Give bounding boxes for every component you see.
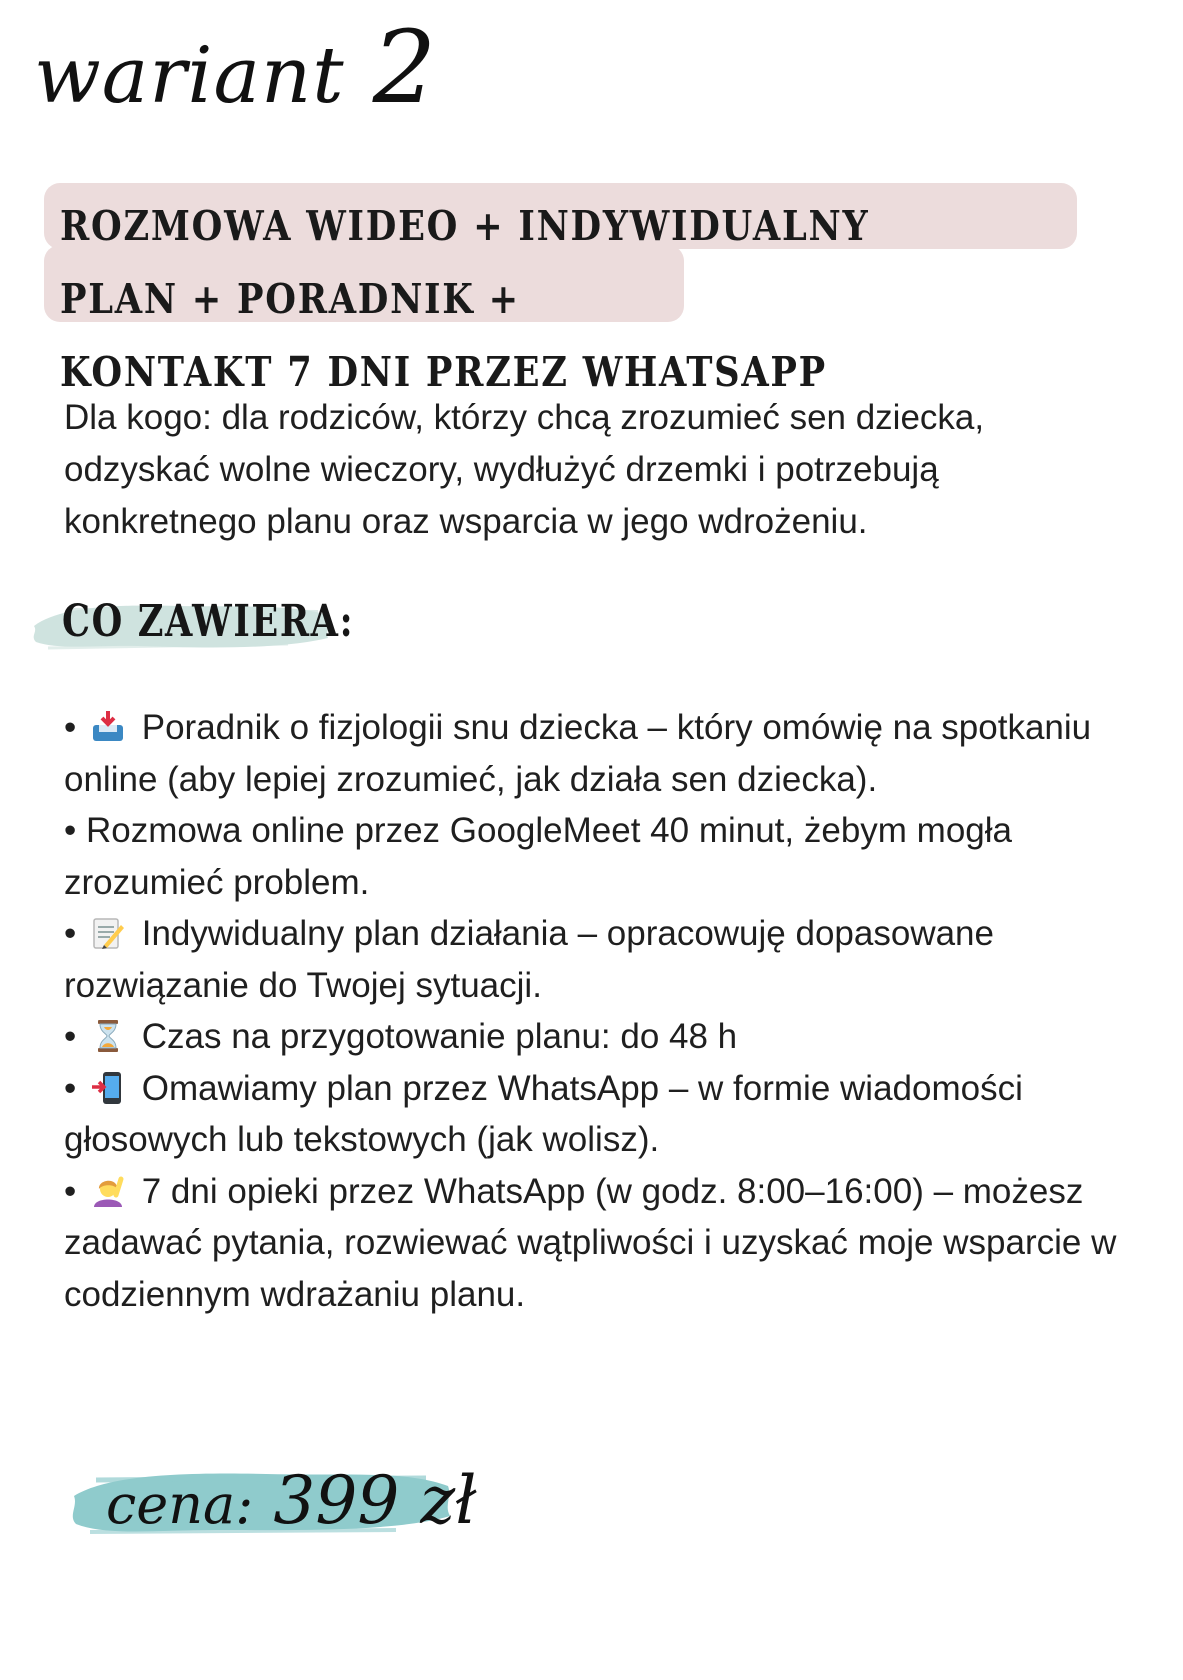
audience-description: Dla kogo: dla rodziców, którzy chcą zrozumieć sen dziecka, odzyskać wolne wieczory, wydłużyć drzemki i potrzebują konkretnego planu oraz wsparcia w jego wdrożeniu. (64, 398, 985, 541)
item-text: Poradnik o fizjologii snu dziecka – który omówię na spotkaniu online (aby lepiej zrozumieć, jak działa sen dziecka). (64, 708, 1092, 799)
bullet: • (64, 708, 77, 747)
section-heading: CO ZAWIERA: (62, 596, 355, 647)
bullet: • (64, 1068, 77, 1108)
price-label: cena: (106, 1473, 254, 1536)
item-text: Omawiamy plan przez WhatsApp – w formie wiadomości głosowych lub tekstowych (jak wolisz). (64, 1068, 1023, 1159)
bullet: • (64, 1017, 77, 1056)
page-title (34, 8, 437, 128)
price-value: 399 zł (273, 1462, 477, 1539)
item-text: Indywidualny plan działania – opracowuję dopasowane rozwiązanie do Twojej sytuacji. (64, 914, 994, 1005)
inbox-tray-icon (90, 709, 126, 745)
hourglass-icon (90, 1018, 126, 1054)
features-list (64, 702, 1154, 1320)
list-item (64, 1011, 1154, 1063)
phone-arrow-icon (90, 1070, 126, 1106)
list-item (64, 1063, 1154, 1166)
memo-icon (90, 915, 126, 951)
bullet: • (64, 1171, 77, 1211)
list-item (64, 908, 1154, 1011)
title-word: wariant (34, 31, 345, 121)
item-text: Czas na przygotowanie planu: do 48 h (141, 1017, 738, 1056)
price (106, 1462, 477, 1539)
list-item (64, 1166, 1154, 1321)
list-item (64, 702, 1154, 805)
item-text: Rozmowa online przez GoogleMeet 40 minut, żebym mogła zrozumieć problem. (64, 811, 1012, 902)
bullet: • (64, 914, 77, 953)
bullet: • (64, 811, 77, 850)
person-raising-hand-icon (90, 1173, 126, 1209)
item-text: 7 dni opieki przez WhatsApp (w godz. 8:00–16:00) – możesz zadawać pytania, rozwiewać wątpliwości i uzyskać moje wsparcie w codziennym wdrażaniu planu. (64, 1171, 1117, 1314)
package-headline: ROZMOWA WIDEO + INDYWIDUALNY PLAN + PORADNIK + KONTAKT 7 DNI PRZEZ WHATSAPP (60, 202, 870, 396)
title-number: 2 (372, 9, 438, 126)
list-item (64, 805, 1154, 908)
